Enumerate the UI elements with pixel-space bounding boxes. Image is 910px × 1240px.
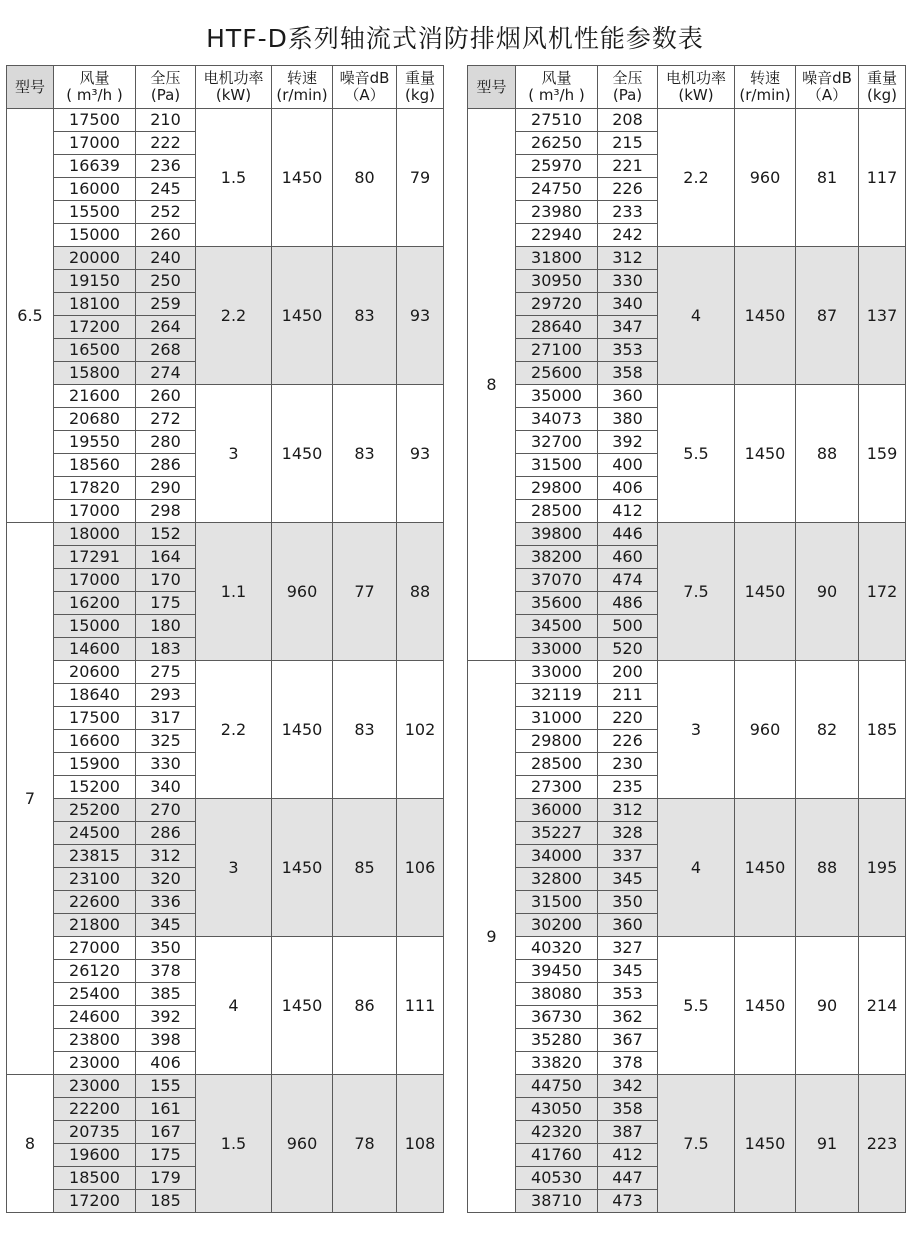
airflow-cell: 28640: [516, 316, 598, 339]
model-cell: 6.5: [7, 109, 54, 523]
power-cell: 7.5: [658, 523, 735, 661]
airflow-cell: 21600: [54, 385, 136, 408]
airflow-cell: 29720: [516, 293, 598, 316]
speed-cell: 1450: [272, 109, 333, 247]
weight-cell: 88: [397, 523, 444, 661]
header-pressure: 全压 (Pa): [598, 66, 658, 109]
airflow-cell: 41760: [516, 1144, 598, 1167]
pressure-cell: 235: [598, 776, 658, 799]
airflow-cell: 32700: [516, 431, 598, 454]
pressure-cell: 268: [136, 339, 196, 362]
pressure-cell: 293: [136, 684, 196, 707]
pressure-cell: 233: [598, 201, 658, 224]
airflow-cell: 20735: [54, 1121, 136, 1144]
pressure-cell: 330: [598, 270, 658, 293]
airflow-cell: 27100: [516, 339, 598, 362]
airflow-cell: 17000: [54, 500, 136, 523]
speed-cell: 1450: [735, 247, 796, 385]
power-cell: 5.5: [658, 385, 735, 523]
table-row: [7, 937, 444, 960]
weight-cell: 214: [859, 937, 906, 1075]
power-cell: 2.2: [196, 247, 272, 385]
pressure-cell: 406: [598, 477, 658, 500]
header-noise: 噪音dB （A）: [796, 66, 859, 109]
pressure-cell: 486: [598, 592, 658, 615]
airflow-cell: 15000: [54, 615, 136, 638]
airflow-cell: 19550: [54, 431, 136, 454]
pressure-cell: 312: [136, 845, 196, 868]
airflow-cell: 20600: [54, 661, 136, 684]
weight-cell: 106: [397, 799, 444, 937]
airflow-cell: 34000: [516, 845, 598, 868]
airflow-cell: 24750: [516, 178, 598, 201]
airflow-cell: 22600: [54, 891, 136, 914]
pressure-cell: 360: [598, 914, 658, 937]
pressure-cell: 312: [598, 799, 658, 822]
pressure-cell: 473: [598, 1190, 658, 1213]
airflow-cell: 15800: [54, 362, 136, 385]
airflow-cell: 42320: [516, 1121, 598, 1144]
speed-cell: 1450: [735, 385, 796, 523]
airflow-cell: 36730: [516, 1006, 598, 1029]
pressure-cell: 387: [598, 1121, 658, 1144]
weight-cell: 111: [397, 937, 444, 1075]
power-cell: 2.2: [658, 109, 735, 247]
airflow-cell: 14600: [54, 638, 136, 661]
pressure-cell: 345: [136, 914, 196, 937]
power-cell: 4: [658, 247, 735, 385]
pressure-cell: 353: [598, 339, 658, 362]
airflow-cell: 28500: [516, 753, 598, 776]
speed-cell: 1450: [735, 937, 796, 1075]
airflow-cell: 31500: [516, 454, 598, 477]
airflow-cell: 17500: [54, 109, 136, 132]
airflow-cell: 22200: [54, 1098, 136, 1121]
speed-cell: 1450: [272, 247, 333, 385]
noise-cell: 87: [796, 247, 859, 385]
pressure-cell: 392: [598, 431, 658, 454]
airflow-cell: 35600: [516, 592, 598, 615]
airflow-cell: 23815: [54, 845, 136, 868]
airflow-cell: 18560: [54, 454, 136, 477]
airflow-cell: 17200: [54, 1190, 136, 1213]
pressure-cell: 215: [598, 132, 658, 155]
noise-cell: 85: [333, 799, 397, 937]
airflow-cell: 39800: [516, 523, 598, 546]
pressure-cell: 380: [598, 408, 658, 431]
table-row: [468, 1075, 906, 1098]
pressure-cell: 155: [136, 1075, 196, 1098]
pressure-cell: 226: [598, 178, 658, 201]
pressure-cell: 200: [598, 661, 658, 684]
airflow-cell: 23000: [54, 1052, 136, 1075]
model-cell: 7: [7, 523, 54, 1075]
pressure-cell: 327: [598, 937, 658, 960]
pressure-cell: 406: [136, 1052, 196, 1075]
airflow-cell: 15900: [54, 753, 136, 776]
pressure-cell: 210: [136, 109, 196, 132]
pressure-cell: 175: [136, 1144, 196, 1167]
weight-cell: 93: [397, 385, 444, 523]
airflow-cell: 30950: [516, 270, 598, 293]
speed-cell: 1450: [272, 661, 333, 799]
header-model: 型号: [7, 66, 54, 109]
airflow-cell: 36000: [516, 799, 598, 822]
airflow-cell: 32800: [516, 868, 598, 891]
model-cell: 8: [468, 109, 516, 661]
pressure-cell: 272: [136, 408, 196, 431]
header-airflow: 风量 ( m³/h ): [54, 66, 136, 109]
airflow-cell: 33820: [516, 1052, 598, 1075]
airflow-cell: 37070: [516, 569, 598, 592]
table-row: [7, 247, 444, 270]
airflow-cell: 35000: [516, 385, 598, 408]
header-pressure: 全压 (Pa): [136, 66, 196, 109]
airflow-cell: 33000: [516, 638, 598, 661]
pressure-cell: 358: [598, 1098, 658, 1121]
speed-cell: 1450: [272, 937, 333, 1075]
airflow-cell: 20680: [54, 408, 136, 431]
pressure-cell: 367: [598, 1029, 658, 1052]
header-speed: 转速 (r/min): [735, 66, 796, 109]
airflow-cell: 19600: [54, 1144, 136, 1167]
pressure-cell: 185: [136, 1190, 196, 1213]
header-weight: 重量 (kg): [397, 66, 444, 109]
airflow-cell: 17000: [54, 569, 136, 592]
airflow-cell: 17200: [54, 316, 136, 339]
page-title: HTF-D系列轴流式消防排烟风机性能参数表: [206, 24, 704, 53]
pressure-cell: 250: [136, 270, 196, 293]
header-power: 电机功率 (kW): [196, 66, 272, 109]
pressure-cell: 226: [598, 730, 658, 753]
weight-cell: 195: [859, 799, 906, 937]
pressure-cell: 245: [136, 178, 196, 201]
weight-cell: 93: [397, 247, 444, 385]
pressure-cell: 167: [136, 1121, 196, 1144]
pressure-cell: 385: [136, 983, 196, 1006]
speed-cell: 1450: [735, 523, 796, 661]
performance-table-left: [6, 65, 444, 1213]
airflow-cell: 28500: [516, 500, 598, 523]
model-cell: 8: [7, 1075, 54, 1213]
pressure-cell: 286: [136, 822, 196, 845]
table-row: [468, 937, 906, 960]
airflow-cell: 15500: [54, 201, 136, 224]
weight-cell: 172: [859, 523, 906, 661]
pressure-cell: 392: [136, 1006, 196, 1029]
airflow-cell: 40530: [516, 1167, 598, 1190]
table-row: [7, 385, 444, 408]
airflow-cell: 17000: [54, 132, 136, 155]
header-weight: 重量 (kg): [859, 66, 906, 109]
airflow-cell: 16600: [54, 730, 136, 753]
airflow-cell: 17291: [54, 546, 136, 569]
speed-cell: 1450: [735, 799, 796, 937]
power-cell: 5.5: [658, 937, 735, 1075]
pressure-cell: 398: [136, 1029, 196, 1052]
power-cell: 3: [196, 799, 272, 937]
pressure-cell: 474: [598, 569, 658, 592]
weight-cell: 117: [859, 109, 906, 247]
power-cell: 3: [658, 661, 735, 799]
pressure-cell: 340: [598, 293, 658, 316]
header-model: 型号: [468, 66, 516, 109]
airflow-cell: 19150: [54, 270, 136, 293]
pressure-cell: 252: [136, 201, 196, 224]
pressure-cell: 264: [136, 316, 196, 339]
airflow-cell: 34500: [516, 615, 598, 638]
header-airflow: 风量 ( m³/h ): [516, 66, 598, 109]
airflow-cell: 18640: [54, 684, 136, 707]
airflow-cell: 18000: [54, 523, 136, 546]
pressure-cell: 183: [136, 638, 196, 661]
airflow-cell: 34073: [516, 408, 598, 431]
noise-cell: 83: [333, 247, 397, 385]
speed-cell: 960: [272, 1075, 333, 1213]
table-row: [7, 661, 444, 684]
pressure-cell: 325: [136, 730, 196, 753]
weight-cell: 137: [859, 247, 906, 385]
noise-cell: 77: [333, 523, 397, 661]
table-row: [7, 109, 444, 132]
airflow-cell: 33000: [516, 661, 598, 684]
airflow-cell: 29800: [516, 730, 598, 753]
pressure-cell: 170: [136, 569, 196, 592]
pressure-cell: 222: [136, 132, 196, 155]
airflow-cell: 16500: [54, 339, 136, 362]
pressure-cell: 298: [136, 500, 196, 523]
airflow-cell: 17500: [54, 707, 136, 730]
pressure-cell: 378: [598, 1052, 658, 1075]
pressure-cell: 242: [598, 224, 658, 247]
pressure-cell: 412: [598, 1144, 658, 1167]
pressure-cell: 236: [136, 155, 196, 178]
airflow-cell: 23100: [54, 868, 136, 891]
table-header-row: [468, 66, 906, 109]
airflow-cell: 44750: [516, 1075, 598, 1098]
pressure-cell: 340: [136, 776, 196, 799]
noise-cell: 78: [333, 1075, 397, 1213]
table-header-row: [7, 66, 444, 109]
pressure-cell: 460: [598, 546, 658, 569]
airflow-cell: 31000: [516, 707, 598, 730]
speed-cell: 1450: [735, 1075, 796, 1213]
airflow-cell: 26120: [54, 960, 136, 983]
airflow-cell: 25400: [54, 983, 136, 1006]
pressure-cell: 317: [136, 707, 196, 730]
pressure-cell: 260: [136, 224, 196, 247]
airflow-cell: 25200: [54, 799, 136, 822]
pressure-cell: 175: [136, 592, 196, 615]
pressure-cell: 164: [136, 546, 196, 569]
pressure-cell: 280: [136, 431, 196, 454]
pressure-cell: 337: [598, 845, 658, 868]
table-row: [468, 661, 906, 684]
power-cell: 7.5: [658, 1075, 735, 1213]
pressure-cell: 179: [136, 1167, 196, 1190]
airflow-cell: 35280: [516, 1029, 598, 1052]
noise-cell: 91: [796, 1075, 859, 1213]
pressure-cell: 342: [598, 1075, 658, 1098]
airflow-cell: 15000: [54, 224, 136, 247]
pressure-cell: 520: [598, 638, 658, 661]
model-cell: 9: [468, 661, 516, 1213]
noise-cell: 86: [333, 937, 397, 1075]
pressure-cell: 345: [598, 868, 658, 891]
pressure-cell: 312: [598, 247, 658, 270]
airflow-cell: 22940: [516, 224, 598, 247]
pressure-cell: 500: [598, 615, 658, 638]
power-cell: 4: [196, 937, 272, 1075]
weight-cell: 185: [859, 661, 906, 799]
pressure-cell: 275: [136, 661, 196, 684]
noise-cell: 80: [333, 109, 397, 247]
header-speed: 转速 (r/min): [272, 66, 333, 109]
table-body: [7, 109, 444, 1213]
pressure-cell: 358: [598, 362, 658, 385]
speed-cell: 960: [272, 523, 333, 661]
pressure-cell: 328: [598, 822, 658, 845]
airflow-cell: 38200: [516, 546, 598, 569]
noise-cell: 90: [796, 523, 859, 661]
pressure-cell: 152: [136, 523, 196, 546]
pressure-cell: 446: [598, 523, 658, 546]
table-row: [7, 523, 444, 546]
speed-cell: 1450: [272, 385, 333, 523]
speed-cell: 960: [735, 109, 796, 247]
airflow-cell: 16000: [54, 178, 136, 201]
airflow-cell: 25970: [516, 155, 598, 178]
noise-cell: 88: [796, 385, 859, 523]
pressure-cell: 260: [136, 385, 196, 408]
noise-cell: 83: [333, 385, 397, 523]
airflow-cell: 24600: [54, 1006, 136, 1029]
weight-cell: 108: [397, 1075, 444, 1213]
pressure-cell: 362: [598, 1006, 658, 1029]
airflow-cell: 25600: [516, 362, 598, 385]
airflow-cell: 16639: [54, 155, 136, 178]
table-body: [468, 109, 906, 1213]
pressure-cell: 221: [598, 155, 658, 178]
pressure-cell: 353: [598, 983, 658, 1006]
airflow-cell: 40320: [516, 937, 598, 960]
pressure-cell: 447: [598, 1167, 658, 1190]
pressure-cell: 274: [136, 362, 196, 385]
pressure-cell: 290: [136, 477, 196, 500]
airflow-cell: 16200: [54, 592, 136, 615]
airflow-cell: 23980: [516, 201, 598, 224]
pressure-cell: 350: [136, 937, 196, 960]
pressure-cell: 230: [598, 753, 658, 776]
pressure-cell: 286: [136, 454, 196, 477]
table-row: [468, 799, 906, 822]
power-cell: 1.5: [196, 109, 272, 247]
pressure-cell: 320: [136, 868, 196, 891]
airflow-cell: 15200: [54, 776, 136, 799]
airflow-cell: 27510: [516, 109, 598, 132]
pressure-cell: 412: [598, 500, 658, 523]
airflow-cell: 32119: [516, 684, 598, 707]
header-power: 电机功率 (kW): [658, 66, 735, 109]
airflow-cell: 27000: [54, 937, 136, 960]
pressure-cell: 180: [136, 615, 196, 638]
pressure-cell: 336: [136, 891, 196, 914]
airflow-cell: 31500: [516, 891, 598, 914]
weight-cell: 223: [859, 1075, 906, 1213]
table-row: [468, 385, 906, 408]
pressure-cell: 259: [136, 293, 196, 316]
pressure-cell: 211: [598, 684, 658, 707]
airflow-cell: 24500: [54, 822, 136, 845]
airflow-cell: 23800: [54, 1029, 136, 1052]
table-row: [468, 523, 906, 546]
airflow-cell: 17820: [54, 477, 136, 500]
airflow-cell: 23000: [54, 1075, 136, 1098]
airflow-cell: 39450: [516, 960, 598, 983]
airflow-cell: 30200: [516, 914, 598, 937]
airflow-cell: 38080: [516, 983, 598, 1006]
table-row: [468, 109, 906, 132]
pressure-cell: 208: [598, 109, 658, 132]
airflow-cell: 20000: [54, 247, 136, 270]
power-cell: 2.2: [196, 661, 272, 799]
pressure-cell: 350: [598, 891, 658, 914]
noise-cell: 88: [796, 799, 859, 937]
weight-cell: 159: [859, 385, 906, 523]
airflow-cell: 26250: [516, 132, 598, 155]
speed-cell: 1450: [272, 799, 333, 937]
pressure-cell: 220: [598, 707, 658, 730]
airflow-cell: 43050: [516, 1098, 598, 1121]
airflow-cell: 21800: [54, 914, 136, 937]
pressure-cell: 240: [136, 247, 196, 270]
pressure-cell: 360: [598, 385, 658, 408]
header-noise: 噪音dB （A）: [333, 66, 397, 109]
power-cell: 3: [196, 385, 272, 523]
noise-cell: 82: [796, 661, 859, 799]
airflow-cell: 18500: [54, 1167, 136, 1190]
speed-cell: 960: [735, 661, 796, 799]
power-cell: 4: [658, 799, 735, 937]
performance-table-right: [467, 65, 906, 1213]
power-cell: 1.1: [196, 523, 272, 661]
pressure-cell: 378: [136, 960, 196, 983]
pressure-cell: 270: [136, 799, 196, 822]
pressure-cell: 345: [598, 960, 658, 983]
pressure-cell: 161: [136, 1098, 196, 1121]
noise-cell: 90: [796, 937, 859, 1075]
table-row: [7, 799, 444, 822]
airflow-cell: 29800: [516, 477, 598, 500]
weight-cell: 79: [397, 109, 444, 247]
airflow-cell: 35227: [516, 822, 598, 845]
noise-cell: 83: [333, 661, 397, 799]
pressure-cell: 330: [136, 753, 196, 776]
airflow-cell: 38710: [516, 1190, 598, 1213]
noise-cell: 81: [796, 109, 859, 247]
table-row: [7, 1075, 444, 1098]
power-cell: 1.5: [196, 1075, 272, 1213]
airflow-cell: 18100: [54, 293, 136, 316]
table-row: [468, 247, 906, 270]
weight-cell: 102: [397, 661, 444, 799]
airflow-cell: 27300: [516, 776, 598, 799]
airflow-cell: 31800: [516, 247, 598, 270]
pressure-cell: 400: [598, 454, 658, 477]
pressure-cell: 347: [598, 316, 658, 339]
